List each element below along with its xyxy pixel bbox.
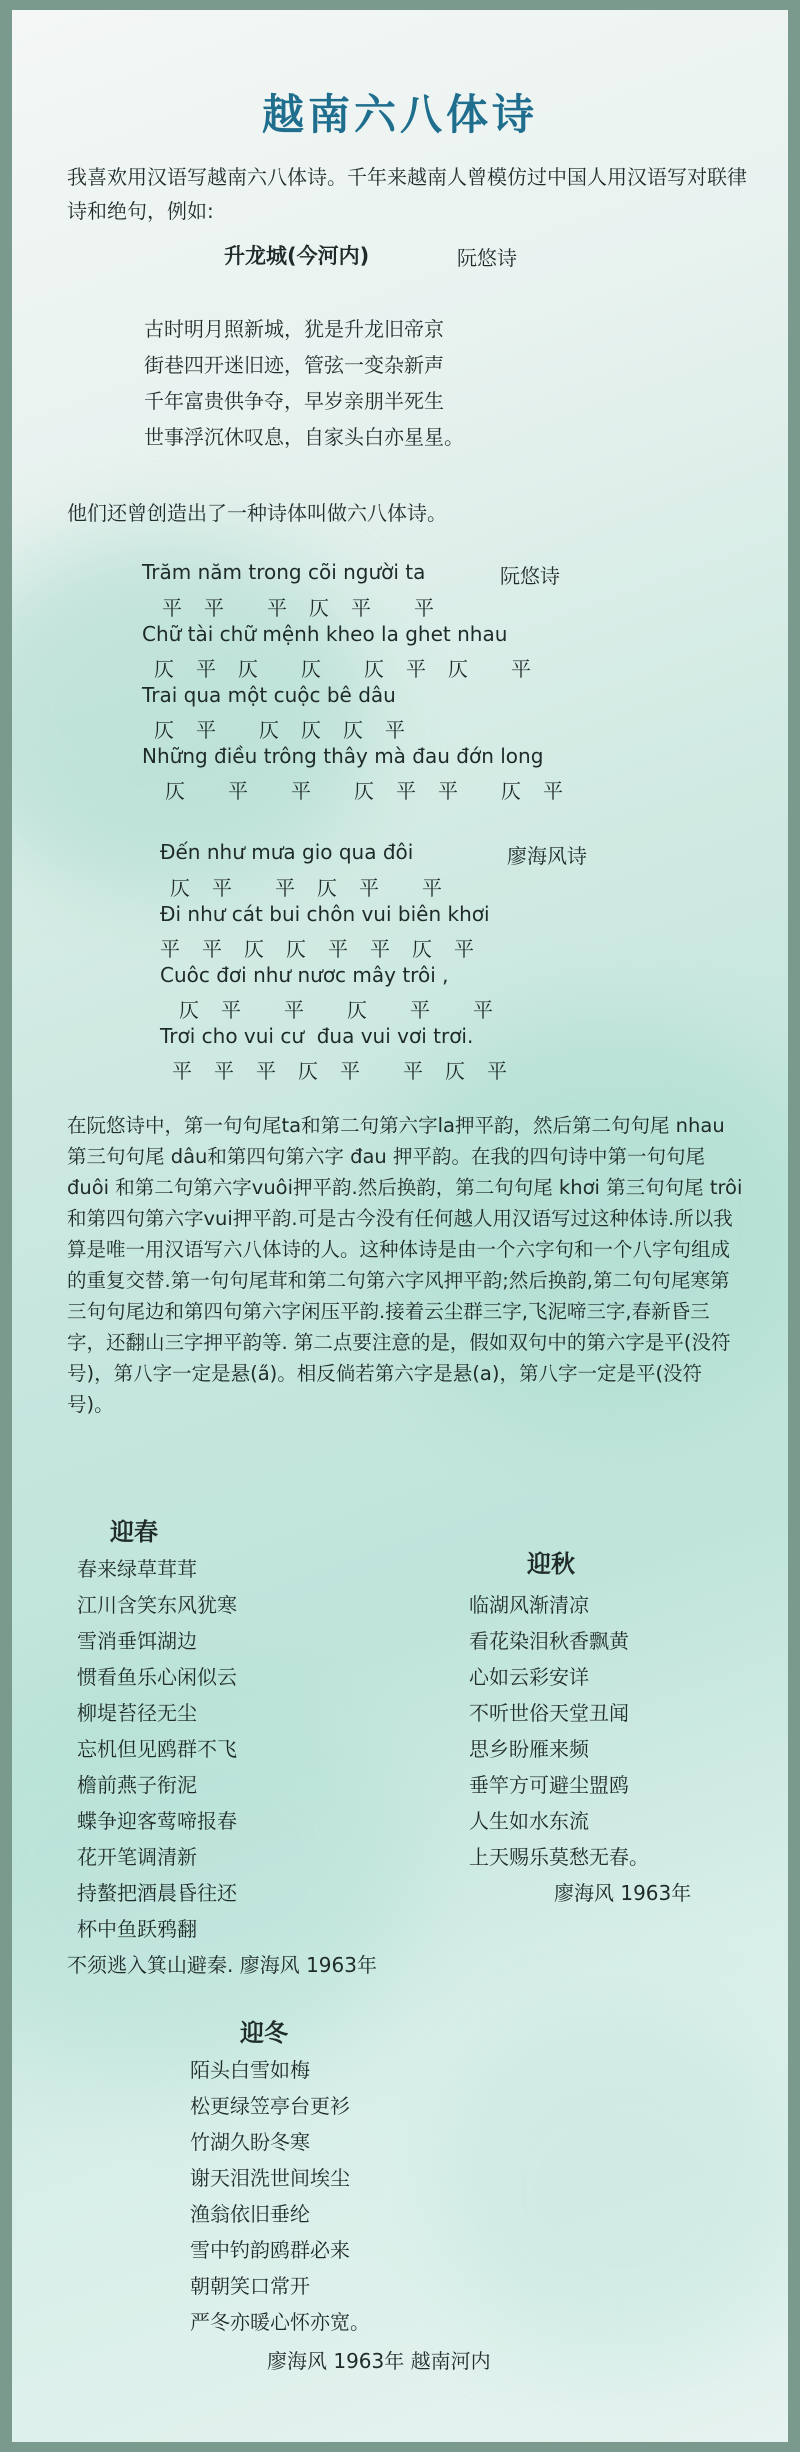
- autumn-line: 思乡盼雁来频: [469, 1737, 589, 1761]
- autumn-title: 迎秋: [527, 1550, 575, 1578]
- poem1-line: Trai qua một cuộc bê dâu: [142, 683, 396, 707]
- poem2-line: Đi như cát bui chôn vui biên khơi: [160, 902, 490, 926]
- winter-line: 渔翁依旧垂纶: [190, 2202, 310, 2226]
- poem1-line: Những điều trông thây mà đau đớn long: [142, 744, 544, 768]
- autumn-line: 不听世俗天堂丑闻: [469, 1701, 629, 1725]
- intro-poem-title: 升龙城(今河内): [224, 244, 370, 268]
- poem1-author: 阮悠诗: [500, 564, 560, 588]
- intro-poem-line: 古时明月照新城，犹是升龙旧帝京: [144, 317, 444, 341]
- winter-line: 松更绿笠亭台更衫: [190, 2094, 350, 2118]
- winter-line: 陌头白雪如梅: [190, 2058, 310, 2082]
- intro-poem-author: 阮悠诗: [457, 246, 517, 270]
- autumn-line: 看花染泪秋香飘黄: [469, 1629, 629, 1653]
- spring-line: 杯中鱼跃鸦翻: [77, 1917, 197, 1941]
- poem2-tones: 平 平 平 仄 平 平 仄 平: [172, 1059, 508, 1083]
- winter-line: 雪中钓韵鸥群必来: [190, 2238, 350, 2262]
- poem2-author: 廖海风诗: [507, 844, 587, 868]
- winter-title: 迎冬: [240, 2019, 288, 2047]
- poem1-tones: 平 平 平 仄 平 平: [162, 596, 435, 620]
- spring-line: 持螯把酒晨昏往还: [77, 1881, 237, 1905]
- poem1-line: Chữ tài chữ mệnh kheo la ghet nhau: [142, 622, 508, 646]
- spring-line: 蝶争迎客莺啼报春: [77, 1809, 237, 1833]
- intro-text: 我喜欢用汉语写越南六八体诗。千年来越南人曾模仿过中国人用汉语写对联律诗和绝句，例如:: [67, 165, 747, 223]
- poem2-tones: 仄 平 平 仄 平 平: [179, 998, 494, 1022]
- page-title: 越南六八体诗: [261, 90, 538, 139]
- luc-bat-intro: 他们还曾创造出了一种诗体叫做六八体诗。: [67, 501, 447, 525]
- poem2-line: Trơi cho vui cư đua vui vơi trơi.: [160, 1024, 474, 1048]
- poem1-tones: 仄 平 平 仄 平 平 仄 平: [165, 779, 564, 803]
- spring-line: 江川含笑东风犹寒: [77, 1593, 237, 1617]
- intro-poem-line: 世事浮沉休叹息，自家头白亦星星。: [144, 425, 464, 449]
- spring-line: 惯看鱼乐心闲似云: [77, 1665, 237, 1689]
- winter-line: 谢天泪洗世间埃尘: [190, 2166, 350, 2190]
- autumn-line: 心如云彩安详: [469, 1665, 589, 1689]
- intro-poem-line: 千年富贵供争夺，早岁亲朋半死生: [144, 389, 444, 413]
- spring-line: 柳堤苔径无尘: [77, 1701, 197, 1725]
- winter-line: 竹湖久盼冬寒: [190, 2130, 310, 2154]
- explanation-text: 在阮悠诗中，第一句句尾ta和第二句第六字la押平韵，然后第二句句尾 nhau 第三句句尾 dâu和第四句第六字 đau 押平韵。在我的四句诗中第一句句尾đuôi 和第二句第六字vuôi押平韵.然后换韵，第二句句尾 khơi 第三句句尾 trôi 和第四句第六字vui押平韵.可是古今没有任何越人用汉语写过这种体诗.所以我算是唯一用汉语写六八体诗的人。这种体诗是由一个六字句和一个八字句组成的重复交替.第一句句尾茸和第二句第六字风押平韵;然后换韵,第二句句尾寒第三句句尾边和第四句第六字闲压平韵.接着云尘群三字,飞泥啼三字,春新昏三字，还翻山三字押平韵等. 第二点要注意的是，假如双句中的第六字是平(没符号)，第八字一定是悬(a̋)。相反倘若第六字是悬(a)，第八字一定是平(没符号)。: [67, 1114, 743, 1416]
- spring-line: 忘机但见鸥群不飞: [77, 1737, 237, 1761]
- spring-line: 雪消垂饵湖边: [77, 1629, 197, 1653]
- spring-line: 檐前燕子衔泥: [77, 1773, 197, 1797]
- poem1-line: Trăm năm trong cõi người ta: [142, 560, 426, 584]
- poem2-line: Đến như mưa gio qua đôi: [160, 840, 414, 864]
- winter-signature: 廖海风 1963年 越南河内: [267, 2349, 491, 2373]
- spring-line: 春来绿草茸茸: [77, 1557, 197, 1581]
- autumn-signature: 廖海风 1963年: [554, 1881, 692, 1905]
- poem1-tones: 仄 平 仄 仄 仄 平: [154, 718, 406, 742]
- autumn-line: 上天赐乐莫愁无春。: [469, 1845, 649, 1869]
- poem2-line: Cuôc đơi như nươc mây trôi ,: [160, 963, 449, 987]
- autumn-line: 垂竿方可避尘盟鸥: [469, 1773, 629, 1797]
- autumn-line: 人生如水东流: [469, 1809, 589, 1833]
- winter-line: 严冬亦暖心怀亦宽。: [190, 2310, 370, 2334]
- intro-poem-line: 街巷四开迷旧迹，管弦一变杂新声: [144, 353, 444, 377]
- page-background: [12, 10, 788, 2442]
- poem2-tones: 仄 平 平 仄 平 平: [170, 876, 443, 900]
- poem2-tones: 平 平 仄 仄 平 平 仄 平: [160, 937, 475, 961]
- spring-line: 花开笔调清新: [77, 1845, 197, 1869]
- poem1-tones: 仄 平 仄 仄 仄 平 仄 平: [154, 657, 532, 681]
- spring-line-signature: 不须逃入箕山避秦. 廖海风 1963年: [67, 1953, 377, 1977]
- spring-title: 迎春: [110, 1518, 158, 1546]
- autumn-line: 临湖风渐清凉: [469, 1593, 589, 1617]
- winter-line: 朝朝笑口常开: [190, 2274, 310, 2298]
